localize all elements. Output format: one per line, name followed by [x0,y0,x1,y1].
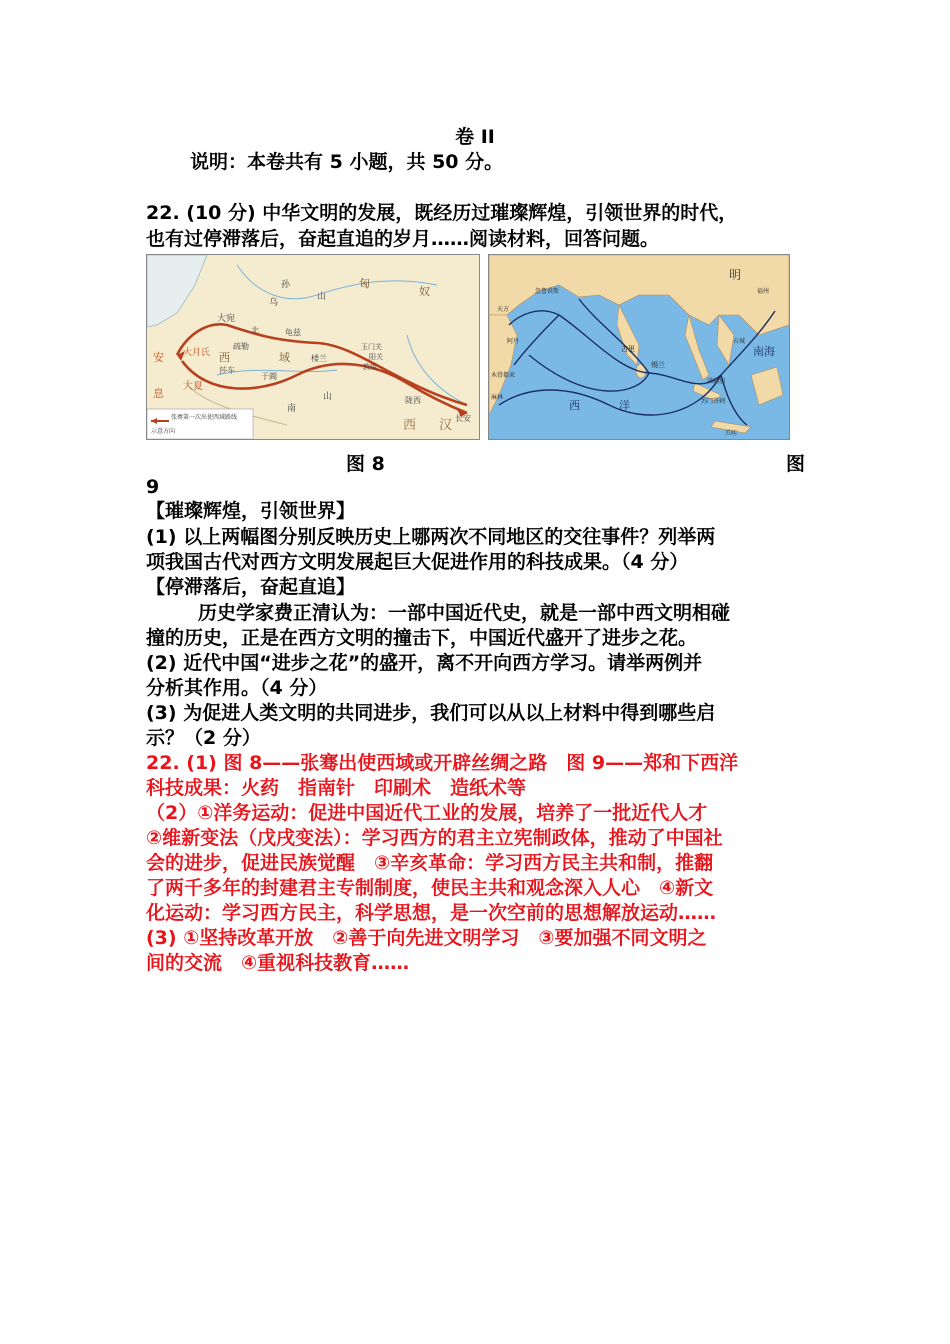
map-figure-9 [488,254,790,440]
map8-label: 山 [317,292,327,302]
figure-8-caption: 图 8 [346,453,385,475]
answer-2-line-5: 化运动：学习西方民主，科学思想，是一次空前的思想解放运动…… [146,902,717,924]
map8-label: 西 [219,351,230,364]
map8-label: 大夏 [183,381,203,392]
map9-label: 木骨都束 [491,372,516,379]
subquestion-3-line-1: (3) 为促进人类文明的共同进步，我们可以从以上材料中得到哪些启 [146,702,716,724]
map-figure-8 [146,254,480,440]
subquestion-3-line-2: 示？（2 分） [146,727,261,749]
map8-label: 楼兰 [311,354,327,363]
map9-label: 麻林 [491,394,504,401]
map8-drawing [147,255,479,439]
figure-9-caption-part-1: 图 [786,453,806,475]
answer-1-line-2: 科技成果：火药 指南针 印刷术 造纸术等 [146,777,527,799]
map8-label: 莎车 [219,366,235,375]
answer-2-line-2: ②维新变法（戊戌变法）：学习西方的君主立宪制政体，推动了中国社 [146,827,723,849]
map8-label: 玉门关 [361,343,382,351]
map8-label: 域 [279,351,290,364]
map8-label: 孙 [281,280,291,290]
material-line-1: 历史学家费正清认为：一部中国近代史，就是一部中西文明相碰 [198,602,731,624]
map9-label: 满剌加 [707,378,726,385]
map8-label: 大月氏 [183,348,211,358]
map9-label: 忽鲁谟斯 [535,288,560,295]
map8-label: 长安 [455,414,471,423]
map9-label: 南海 [753,345,775,358]
map9-label: 占城 [733,338,746,345]
map9-label: 爪哇 [725,430,738,437]
material-line-2: 撞的历史，正是在西方文明的撞击下，中国近代盛开了进步之花。 [146,627,698,649]
map9-label: 明 [729,268,742,282]
map8-label: 疏勒 [233,342,249,351]
paper-section-title: 卷 II [455,126,495,148]
answer-3-line-1: (3) ①坚持改革开放 ②善于向先进文明学习 ③要加强不同文明之 [146,927,707,949]
answer-2-line-4: 了两千多年的封建君主专制制度，使民主共和观念深入人心 ④新文 [146,877,714,899]
map8-label: 息 [153,387,164,400]
answer-2-line-1: （2）①洋务运动：促进中国近代工业的发展，培养了一批近代人才 [146,802,708,824]
map8-label: 敦煌 [363,363,377,371]
section-note: 说明：本卷共有 5 小题，共 50 分。 [190,151,504,173]
section-heading-1: 【璀璨辉煌，引领世界】 [146,500,356,522]
map9-label: 锡兰 [651,361,665,369]
question-stem-line-1: 22. (10 分) 中华文明的发展，既经历过璀璨辉煌，引领世界的时代， [146,202,738,224]
answer-1-line-1: 22. (1) 图 8——张骞出使西域或开辟丝绸之路 图 9——郑和下西洋 [146,752,739,774]
map9-label: 古里 [621,345,635,353]
map8-label: 陇西 [405,396,421,405]
subquestion-2-line-1: (2) 近代中国“进步之花”的盛开，离不开向西方学习。请举两例并 [146,652,703,674]
map9-label: 阿丹 [507,338,520,345]
map9-label: 苏门答剌 [701,398,726,405]
section-heading-2: 【停滞落后，奋起直追】 [146,576,356,598]
map9-label: 洋 [619,399,630,412]
figure-9-caption-part-2: 9 [146,476,160,498]
map8-label: 北 [251,326,259,335]
map9-drawing [489,255,789,439]
map8-label: 南 [287,404,297,414]
map8-label: 大宛 [217,314,236,324]
map9-label: 天方 [497,306,510,313]
map9-label: 福州 [757,288,770,295]
map8-label: 乌 [269,298,279,308]
answer-2-line-3: 会的进步，促进民族觉醒 ③辛亥革命：学习西方民主共和制，推翻 [146,852,714,874]
map8-legend: 张骞第一次出使西域路线 [171,414,238,421]
map8-label: 安 [153,351,164,364]
subquestion-1-line-2: 项我国古代对西方文明发展起巨大促进作用的科技成果。（4 分） [146,551,689,573]
map8-label: 奴 [419,285,430,298]
map8-label: 于阗 [261,372,277,381]
map8-label: 山 [323,392,333,402]
map8-label: 汉 [439,418,453,433]
subquestion-1-line-1: (1) 以上两幅图分别反映历史上哪两次不同地区的交往事件？列举两 [146,526,716,548]
map8-label: 西 [403,418,417,433]
answer-3-line-2: 间的交流 ④重视科技教育…… [146,952,410,974]
map8-label: 阳关 [369,353,383,361]
map9-label: 西 [569,399,580,412]
map8-label: 匈 [359,277,370,290]
question-stem-line-2: 也有过停滞落后，奋起直追的岁月……阅读材料，回答问题。 [146,228,660,250]
map8-legend: 示意方向 [151,428,176,435]
map8-label: 龟兹 [285,328,301,337]
subquestion-2-line-2: 分析其作用。（4 分） [146,677,328,699]
